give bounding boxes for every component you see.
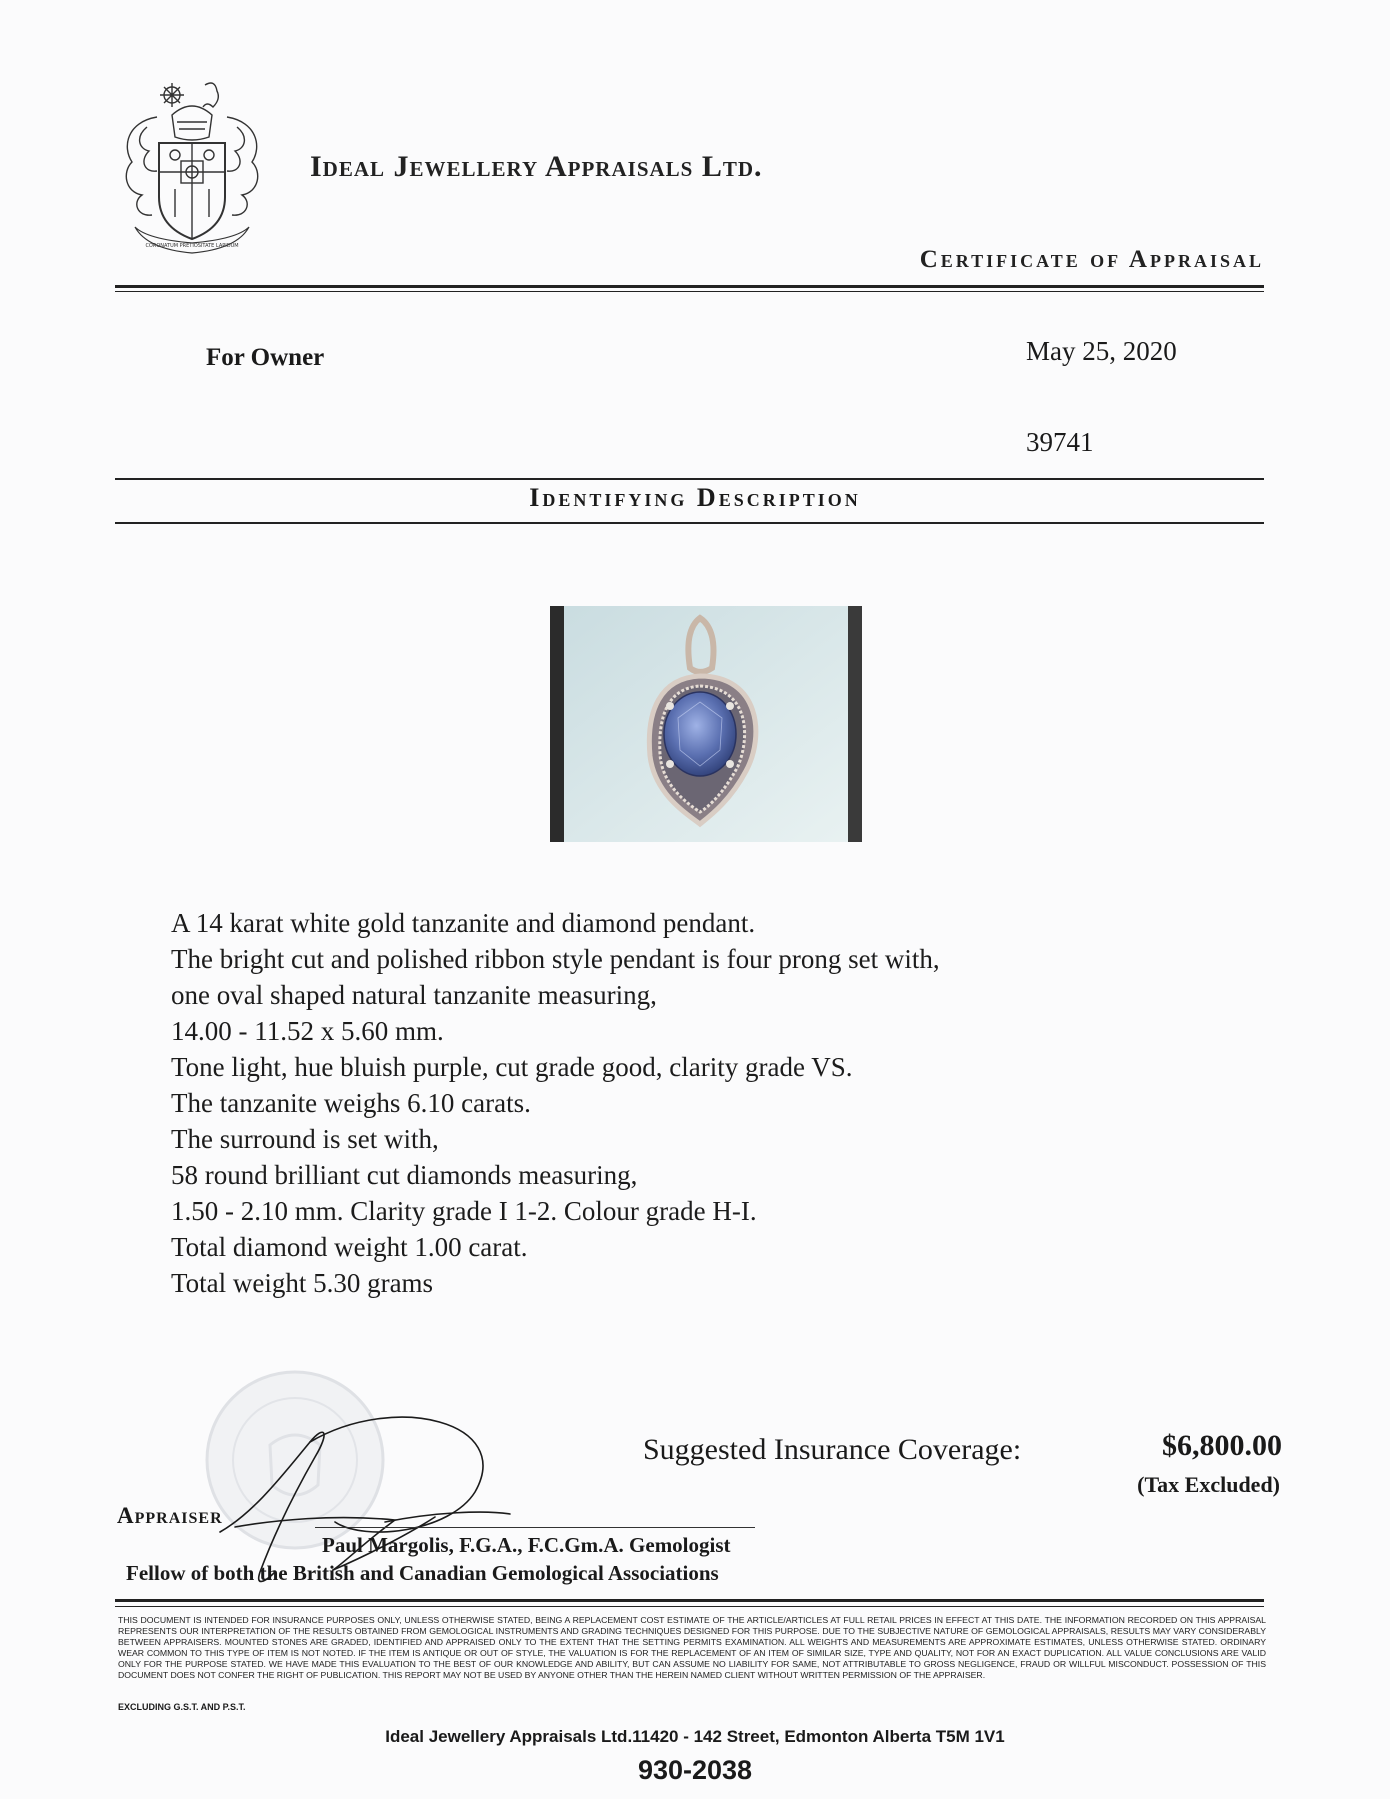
description-line: The tanzanite weighs 6.10 carats. [171,1088,531,1118]
coat-of-arms-logo [117,77,267,255]
coverage-label: Suggested Insurance Coverage: [643,1433,1022,1466]
crest-motto: CORONATUM PRETIOSITATE LAPIDUM [145,243,239,249]
appraiser-fellowship: Fellow of both the British and Canadian Gemological Associations [126,1561,719,1585]
footer-rule-thin [115,1606,1264,1607]
description-line: Total weight 5.30 grams [171,1268,434,1298]
section-rule-top [115,478,1264,480]
appraisal-number: 39741 [1026,427,1094,457]
appraiser-label: Appraiser [117,1503,223,1528]
section-rule-bottom [115,522,1264,524]
pendant-photo [550,606,862,842]
appraiser-name: Paul Margolis, F.G.A., F.C.Gm.A. Gemologist [322,1533,731,1557]
description-line: 14.00 - 11.52 x 5.60 mm. [171,1016,444,1046]
description-line: The surround is set with, [171,1124,439,1154]
description-line: 58 round brilliant cut diamonds measuring, [171,1160,638,1190]
appraisal-date: May 25, 2020 [1026,336,1177,366]
signature-line [315,1527,755,1528]
description-line: Tone light, hue bluish purple, cut grade good, clarity grade VS. [171,1052,853,1082]
description-line: A 14 karat white gold tanzanite and diamond pendant. [171,908,756,938]
owner-label: For Owner [206,344,325,371]
company-name: Ideal Jewellery Appraisals Ltd. [310,150,763,183]
legal-disclaimer: THIS DOCUMENT IS INTENDED FOR INSURANCE PURPOSES ONLY, UNLESS OTHERWISE STATED, BEING A REPLACEMENT COST ESTIMATE OF THE ARTICLE/ARTICLES AT FULL RETAIL PRICES IN EFFECT AT THIS DATE. THE INFORMATION RECORDED ON THIS APPRAISAL REPRESENTS OUR INTERPRETATION OF THE RESULTS OBTAINED FROM GEMOLOGICAL INSTRUMENTS AND GRADING TECHNIQUES DESIGNED FOR THIS PURPOSE. DUE TO THE SUBJECTIVE NATURE OF GEMOLOGICAL APPRAISALS, RESULTS MAY VARY CONSIDERABLY BETWEEN APPRAISERS. MOUNTED STONES ARE GRADED, IDENTIFIED AND APPRAISED ONLY TO THE EXTENT THAT THE SETTING PERMITS EXAMINATION. ALL WEIGHTS AND MEASUREMENTS ARE APPROXIMATE ESTIMATES, UNLESS OTHERWISE STATED. ORDINARY WEAR COMMON TO THIS TYPE OF ITEM IS NOT NOTED. IF THE ITEM IS ANTIQUE OR OUT OF STYLE, THE VALUATION IS FOR THE REPLACEMENT OF AN ITEM OF SIMILAR SIZE, TYPE AND QUALITY, NOT FOR AN EXACT DUPLICATION. ALL VALUE CONCLUSIONS ARE VALID ONLY FOR THE PURPOSE STATED. WE HAVE MADE THIS EVALUATION TO THE BEST OF OUR KNOWLEDGE AND ABILITY, BUT CAN ASSUME NO LIABILITY FOR SAME, NOT ATTRIBUTABLE TO GROSS NEGLIGENCE, FRAUD OR WILLFUL MISCONDUCT. POSSESSION OF THIS DOCUMENT DOES NOT CONFER THE RIGHT OF PUBLICATION. THIS REPORT MAY NOT BE USED BY ANYONE OTHER THAN THE HEREIN NAMED CLIENT WITHOUT WRITTEN PERMISSION OF THE APPRAISER. [118,1615,1266,1680]
section-title: Identifying Description [529,483,861,512]
document-title: Certificate of Appraisal [919,246,1264,273]
company-phone: 930-2038 [637,1755,753,1785]
tax-note: (Tax Excluded) [1137,1472,1280,1497]
header-rule-thick [115,285,1264,288]
description-line: Total diamond weight 1.00 carat. [171,1232,528,1262]
description-line: 1.50 - 2.10 mm. Clarity grade I 1-2. Colour grade H-I. [171,1196,757,1226]
tax-exclusion-note: EXCLUDING G.S.T. AND P.S.T. [118,1702,246,1712]
description-line: one oval shaped natural tanzanite measuring, [171,980,657,1010]
company-address: Ideal Jewellery Appraisals Ltd.11420 - 142 Street, Edmonton Alberta T5M 1V1 [385,1727,1005,1746]
coverage-amount: $6,800.00 [1162,1429,1282,1462]
item-description [171,905,940,1301]
description-line: The bright cut and polished ribbon style pendant is four prong set with, [171,944,940,974]
footer-rule-thick [115,1599,1264,1602]
header-rule-thin [115,291,1264,292]
